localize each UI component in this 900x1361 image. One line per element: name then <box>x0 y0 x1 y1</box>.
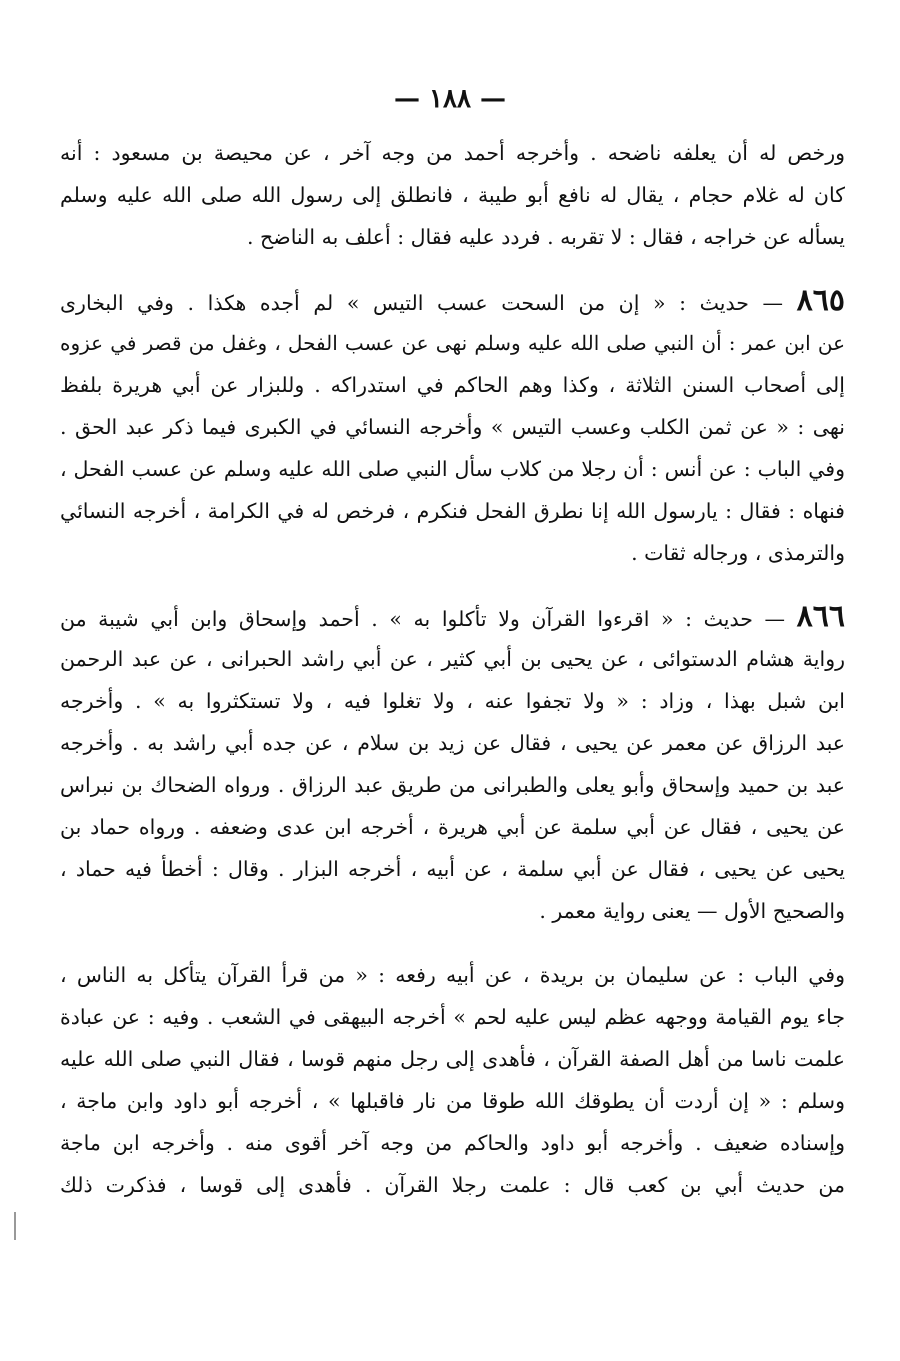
text-line: والترمذى ، ورجاله ثقات . <box>631 541 845 565</box>
text-line: جاء يوم القيامة ووجهه عظم ليس عليه لحم » أخرجه البيهقى في الشعب . وفيه : عن عبادة <box>60 1005 845 1029</box>
text-line <box>60 596 845 638</box>
text-line: عبد الرزاق عن معمر عن يحيى ، فقال عن زيد بن سلام ، عن جده أبي راشد به . وأخرجه <box>60 731 845 755</box>
text-line: وفي الباب : عن أنس : أن رجلا من كلاب سأل النبي صلى الله عليه وسلم عن عسب الفحل ، <box>60 457 845 481</box>
text-line: عبد بن حميد وإسحاق وأبو يعلى والطبرانى من طريق عبد الرزاق . ورواه الضحاك بن نبراس <box>60 773 845 797</box>
margin-mark <box>14 1212 16 1240</box>
text-line: من حديث أبي بن كعب قال : علمت رجلا القرآن . فأهدى إلى قوسا ، فذكرت ذلك <box>60 1173 845 1197</box>
text-line: رواية هشام الدستوائى ، عن يحيى بن أبي كثير ، عن أبي راشد الحبرانى ، عن عبد الرحمن <box>60 647 845 671</box>
text-line: نهى : « عن ثمن الكلب وعسب التيس » وأخرجه النسائي في الكبرى فيما ذكر عبد الحق . <box>60 415 845 439</box>
text-line: يسأله عن خراجه ، فقال : لا تقربه . فردد عليه فقال : أعلف به الناضح . <box>247 225 845 249</box>
text-line: وفي الباب : عن سليمان بن بريدة ، عن أبيه رفعه : « من قرأ القرآن يتأكل به الناس ، <box>60 963 845 987</box>
hadith-number: ٨٦٥ <box>796 283 845 318</box>
text-line <box>60 280 845 322</box>
hadith-paragraph <box>60 280 845 574</box>
text-line: يحيى عن يحيى ، فقال عن أبي سلمة ، عن أبيه ، أخرجه البزار . وقال : أخطأ فيه حماد ، <box>60 857 845 881</box>
text-line: علمت ناسا من أهل الصفة القرآن ، فأهدى إلى رجل منهم قوسا ، فقال النبي صلى الله عليه <box>60 1047 845 1071</box>
hadith-number: ٨٦٦ <box>796 599 845 634</box>
text-line: كان له غلام حجام ، يقال له نافع أبو طيبة ، فانطلق إلى رسول الله صلى الله عليه وسلم <box>60 183 845 207</box>
page-number: — ١٨٨ — <box>393 84 507 114</box>
text-line: فنهاه : فقال : يارسول الله إنا نطرق الفحل فنكرم ، فرخص له في الكرامة ، أخرجه النسائي <box>60 499 845 523</box>
text-line: والصحيح الأول — يعنى رواية معمر . <box>539 899 845 923</box>
text-line: وسلم : « إن أردت أن يطوقك الله طوقا من نار فاقبلها » ، أخرجه أبو داود وابن ماجة ، <box>60 1089 845 1113</box>
text-line: ورخص له أن يعلفه ناضحه . وأخرجه أحمد من وجه آخر ، عن محيصة بن مسعود : أنه <box>60 141 845 165</box>
text-line-content: — حديث : « اقرءوا القرآن ولا تأكلوا به » . أحمد وإسحاق وابن أبي شيبة من <box>60 607 786 631</box>
body-text <box>60 132 845 1206</box>
text-line-content: — حديث : « إن من السحت عسب التيس » لم أجده هكذا . وفي البخارى <box>60 291 784 315</box>
text-line: ابن شبل بهذا ، وزاد : « ولا تجفوا عنه ، ولا تغلوا فيه ، ولا تستكثروا به » . وأخرجه <box>60 689 845 713</box>
text-line: عن ابن عمر : أن النبي صلى الله عليه وسلم نهى عن عسب الفحل ، وغفل من قصر في عزوه <box>60 331 845 355</box>
paragraph <box>60 954 845 1206</box>
text-line: إلى أصحاب السنن الثلاثة ، وكذا وهم الحاكم في استدراكه . وللبزار عن أبي هريرة بلفظ <box>60 373 845 397</box>
text-line: عن يحيى ، فقال عن أبي سلمة عن أبي هريرة ، أخرجه ابن عدى وضعفه . ورواه حماد بن <box>60 815 845 839</box>
hadith-paragraph <box>60 596 845 932</box>
paragraph <box>60 132 845 258</box>
text-line: وإسناده ضعيف . وأخرجه أبو داود والحاكم من وجه آخر أقوى منه . وأخرجه ابن ماجة <box>60 1131 845 1155</box>
